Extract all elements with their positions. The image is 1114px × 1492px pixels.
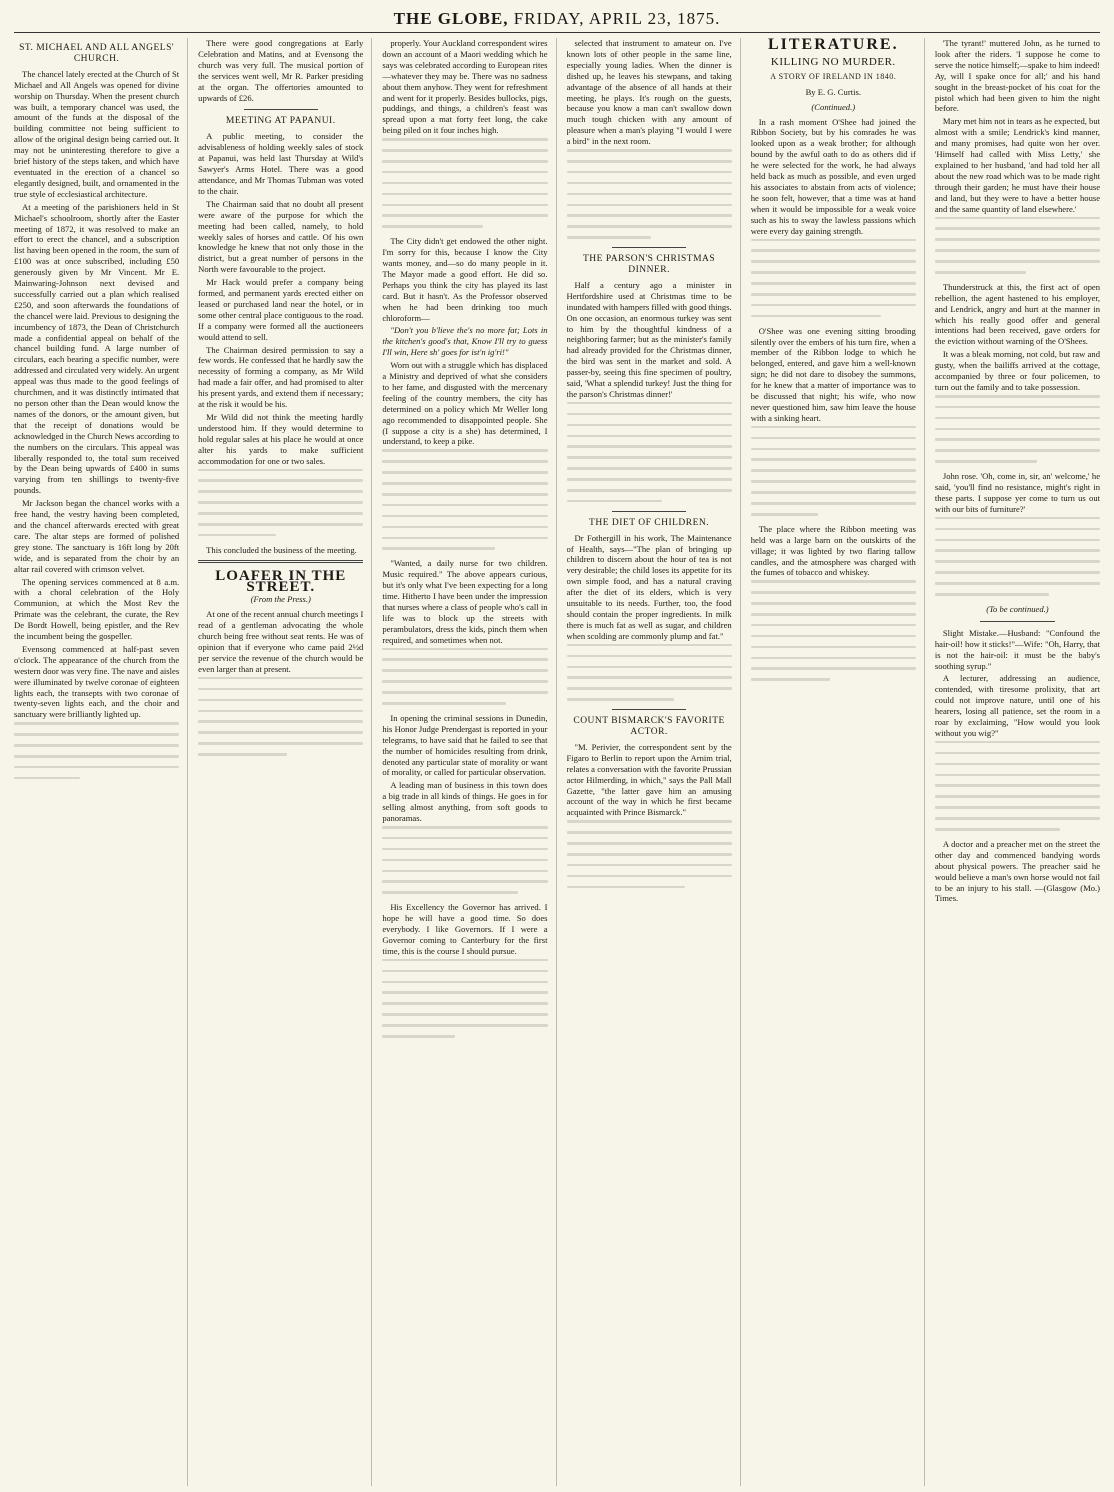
text-line <box>935 774 1100 777</box>
text-line <box>567 500 663 503</box>
masthead-rule <box>14 32 1100 33</box>
text-line <box>751 271 916 274</box>
issue-date: FRIDAY, APRIL 23, 1875. <box>513 9 721 28</box>
text-line <box>14 755 179 758</box>
text-line <box>14 766 179 769</box>
article-source: (From the Press.) <box>250 594 311 605</box>
text-line <box>198 731 363 734</box>
text-line <box>935 449 1100 452</box>
text-line <box>935 741 1100 744</box>
text-line <box>935 260 1100 263</box>
column-5 <box>751 38 925 1486</box>
continued-text <box>567 820 732 888</box>
text-line <box>751 491 916 494</box>
text-line <box>935 249 1100 252</box>
text-line <box>935 406 1100 409</box>
continued-text <box>14 722 179 779</box>
text-line <box>382 691 547 694</box>
paragraph: Mr Jackson began the chancel works with a free hand, the vestry having been completed, and the chancel afterwards erected with great care. The altar steps are formed of polished grey stone. The sanctuary is 16ft long by 20ft wide, and is separated from the choir by an altar rail covered with crimson velvet. <box>14 498 180 574</box>
text-line <box>382 493 547 496</box>
text-line <box>567 655 732 658</box>
story-continued-label: (Continued.) <box>811 101 856 112</box>
text-line <box>382 702 506 705</box>
text-line <box>382 482 547 485</box>
text-line <box>751 458 916 461</box>
text-line <box>751 513 819 516</box>
text-line <box>935 539 1100 542</box>
text-line <box>935 560 1100 563</box>
text-line <box>751 249 916 252</box>
text-line <box>935 828 1061 831</box>
text-line <box>567 676 732 679</box>
paragraph: "M. Perivier, the correspondent sent by the Figaro to Berlin to report upon the Arnim trial, relates a conversation with the favorite Prussian actor Hilmerding, in which," says the Pall Mall Gazette, "the latter gave him an amusing account of the way in which he first became acquainted with Prince Bismarck." <box>566 741 732 818</box>
text-line <box>751 602 916 605</box>
text-line <box>751 315 881 318</box>
paragraph: Thunderstruck at this, the first act of open rebellion, the agent hastened to his employer, and Lendrick, angry and hurt at the manner in which his really good offer and general intentions had been received, gave orders for the eviction without warning of the O'Shees. <box>934 281 1101 347</box>
story-title: KILLING NO MURDER. <box>770 55 896 68</box>
article-columns <box>14 38 1100 1486</box>
text-line <box>382 515 547 518</box>
continued-text <box>382 449 547 550</box>
text-line <box>198 677 363 680</box>
paragraph: Mary met him not in tears as he expected, but almost with a smile; Lendrick's kind manner, and many promises, had quite won her over. 'Himself had called with Miss Letty,' she explained to her husband, 'and had told her all about the new road which was to be made right through their garden; he must have their house and land, but they were to have a better house and the same quantity of land elsewhere.' <box>934 116 1101 214</box>
text-line <box>198 710 363 713</box>
paragraph: At one of the recent annual church meetings I read of a gentleman advocating the whole church being free without seat rents. He was of opinion that if everyone who came paid 2½d per service the revenue of the church would be even larger than at present. <box>198 609 364 674</box>
text-line <box>567 886 686 889</box>
text-line <box>567 160 732 163</box>
continued-text <box>751 580 916 681</box>
paragraph: In a rash moment O'Shee had joined the Ribbon Society, but by his comrades he was looked upon as a weak brother; for although bound by the awful oath to do as others did if he were selected for the work, he had always held back as much as possible, and even urged his associates to abstain from acts of violence; he soon felt, however, that a time was at hand when it would be impossible for a weak voice such as his to sway the lawless passions which were every day gaining strength. <box>750 116 916 236</box>
paragraph: Worn out with a struggle which has displaced a Ministry and deprived of what she considers to her fame, and disgusted with the mercenary feeling of the country members, the city has determined on a policy which Mr Weller long ago recommended to disappointed people. She (I suppose a city is a she) has determined, I understand, to keep a pike. <box>382 360 548 447</box>
text-line <box>751 437 916 440</box>
text-line <box>567 456 732 459</box>
section-divider <box>612 247 686 248</box>
text-line <box>382 837 547 840</box>
continued-text <box>935 217 1100 274</box>
text-line <box>935 271 1026 274</box>
continued-text <box>382 138 547 228</box>
article-heading-bismarck: COUNT BISMARCK'S FAVORITE ACTOR. <box>573 716 725 737</box>
text-line <box>198 688 363 691</box>
text-line <box>935 795 1100 798</box>
text-line <box>382 214 547 217</box>
text-line <box>567 644 732 647</box>
text-line <box>751 591 916 594</box>
text-line <box>567 182 732 185</box>
text-line <box>567 687 732 690</box>
text-line <box>751 502 916 505</box>
text-line <box>382 880 547 883</box>
paragraph: Half a century ago a minister in Hertfordshire used at Christmas time to be inundated with hampers filled with good things. On one occasion, an enormous turkey was sent to him by the thoughtful kindness of a neighboring farmer; but as the minister's family had already provided for the Christmas dinner, the bird was sent in the market and sold. A passer-by, seeing this fine specimen of poultry, said, 'What a splendid turkey! Just the thing for the parson's Christmas dinner!' <box>566 279 732 399</box>
text-line <box>567 149 732 152</box>
paragraph: The opening services commenced at 8 a.m. with a choral celebration of the Holy Communion, at which the Most Rev the Primate was the celebrant, the curate, the Rev De Bordt Howell, being epistler, and the Rev the incumbent being the gospeller. <box>14 576 180 642</box>
continued-text <box>567 644 732 701</box>
text-line <box>567 445 732 448</box>
text-line <box>567 402 732 405</box>
text-line <box>198 753 287 756</box>
text-line <box>751 678 830 681</box>
text-line <box>751 293 916 296</box>
masthead <box>14 6 1100 32</box>
text-line <box>382 149 547 152</box>
text-line <box>198 534 276 537</box>
continued-text <box>567 402 732 503</box>
text-line <box>751 260 916 263</box>
text-line <box>382 504 547 507</box>
paragraph: 'The tyrant!' muttered John, as he turned to look after the riders. 'I suppose he come to serve the notice himself;—spake to him indeed! Ay, will I spake once for all;' and his hand sought in the breast-pocket of his coat for the pistol which had been given to him the night before. <box>934 38 1101 114</box>
text-line <box>935 217 1100 220</box>
text-line <box>382 658 547 661</box>
text-line <box>751 282 916 285</box>
text-line <box>382 991 547 994</box>
continued-text <box>198 469 363 537</box>
text-line <box>751 657 916 660</box>
text-line <box>935 593 1049 596</box>
text-line <box>382 680 547 683</box>
paper-name: THE GLOBE, <box>393 9 509 28</box>
paragraph: A leading man of business in this town does a big trade in all kinds of things. He goes in for selling almost anything, from soft goods to panoramas. <box>382 780 548 824</box>
text-line <box>935 517 1100 520</box>
paragraph: His Excellency the Governor has arrived. I hope he will have a good time. So does everybody. I like Governors. If I were a Governor coming to Canterbury for the first time, this is the course I should pursue. <box>382 902 548 956</box>
text-line <box>751 469 916 472</box>
continued-text <box>382 648 547 705</box>
text-line <box>382 471 547 474</box>
text-line <box>567 171 732 174</box>
text-line <box>567 435 732 438</box>
text-line <box>567 413 732 416</box>
text-line <box>567 831 732 834</box>
text-line <box>198 490 363 493</box>
text-line <box>382 669 547 672</box>
continued-text <box>567 149 732 239</box>
article-heading-loafer: LOAFER IN THE STREET. <box>215 567 347 595</box>
continued-text <box>751 239 916 318</box>
text-line <box>751 624 916 627</box>
text-line <box>382 981 547 984</box>
text-line <box>382 160 547 163</box>
text-line <box>382 449 547 452</box>
column-2 <box>198 38 372 1486</box>
paragraph: Slight Mistake.—Husband: "Confound the hair-oil! how it sticks!"—Wife: "Oh, Harry, that is not the hair-oil: it must be the baby's soothing syrup." <box>934 627 1101 671</box>
text-line <box>567 236 651 239</box>
text-line <box>751 426 916 429</box>
continued-text <box>935 517 1100 596</box>
text-line <box>382 460 547 463</box>
paragraph: Mr Wild did not think the meeting hardly understood him. If they would determine to hold regular sales at his place he would at once alter his yards to make sufficient accommodation for one or two sales. <box>198 412 364 466</box>
article-heading-papanui: MEETING AT PAPANUI. <box>225 116 336 127</box>
text-line <box>198 523 363 526</box>
text-line <box>382 891 517 894</box>
text-line <box>198 501 363 504</box>
paragraph: The Chairman said that no doubt all present were aware of the purpose for which the meeting had been called, namely, to hold weekly sales of horses and cattle. Of his own knowledge he knew that not only those in the district, but a great number of persons in the North were favourable to the project. <box>198 198 364 275</box>
text-line <box>935 806 1100 809</box>
paragraph: The City didn't get endowed the other night. I'm sorry for this, because I know the City wants money, and—so do many people in it. The Mayor made a good effort. He did so. Perhaps you think the city has played its last card. But it hasn't. As the Professor observed when he had been drinking too much chloroform— <box>382 236 548 323</box>
section-divider <box>612 511 686 512</box>
text-line <box>382 225 483 228</box>
text-line <box>567 875 732 878</box>
text-line <box>935 582 1100 585</box>
paragraph: A public meeting, to consider the advisableness of holding weekly sales of stock at Papanui, was held last Thursday at Wild's Sawyer's Arms Hotel. There was a good attendance, and Mr Thomas Tubman was voted to the chair. <box>198 131 364 196</box>
text-line <box>382 870 547 873</box>
text-line <box>935 227 1100 230</box>
text-line <box>382 1013 547 1016</box>
text-line <box>382 526 547 529</box>
paragraph: "Wanted, a daily nurse for two children. Music required." The above appears curious, but it's only what I've been expecting for a long time. Hitherto I have been under the impression that nurses where a class of people who's call in life was to block up the streets with perambulators, dress the kids, pinch them when required, and sometimes when not. <box>382 558 548 645</box>
text-line <box>751 635 916 638</box>
paragraph: A lecturer, addressing an audience, contended, with tiresome prolixity, that art could not improve nature, until one of his hearers, losing all patience, set the room in a roar by exclaiming, "How would you look without you wig?" <box>934 673 1101 738</box>
section-heading-literature: LITERATURE. <box>767 38 899 53</box>
text-line <box>751 613 916 616</box>
text-line <box>382 138 547 141</box>
text-line <box>935 438 1100 441</box>
continued-text <box>198 677 363 756</box>
paragraph: Dr Fothergill in his work, The Maintenance of Health, says—"The plan of bringing up children to discern about the hour of tea is not very desirable; the child loses its appetite for its own simple food, and has a natural craving after the diet of its elders, which is very unsuitable to its needs. Further, too, the food should contain the proper ingredients. In milk there is much fat as well as sugar, and children when scolding are commonly plump and fat." <box>566 532 732 641</box>
text-line <box>382 648 547 651</box>
text-line <box>382 204 547 207</box>
verse: "Don't you b'lieve the's no more fat; Lots in the kitchen's good's that, Know I'll try to guess I'll win, Here sh' goes for ist'n ig'ri!" <box>382 325 548 358</box>
text-line <box>567 193 732 196</box>
paragraph: selected that instrument to amateur on. I've known lots of other people in the same line, especially young ladies. When the dinner is dished up, he leaves his stewpans, and taking advantage of the absence of all hands at their meeting, he plays. It's rough on the guests, because you know a man can't swallow down much tough chicken with any amount of pleasure when a man's playing "I would I were a bird" in the next room. <box>566 38 732 147</box>
text-line <box>14 777 80 780</box>
text-line <box>935 817 1100 820</box>
text-line <box>382 547 494 550</box>
paragraph: O'Shee was one evening sitting brooding silently over the embers of his turn fire, when a member of the Ribbon lodge to which he belonged, entered, and gave him a well-known sign; he did not dare to disobey the summons, for he knew that a matter of importance was to be discussed that night; his wife, who now never questioned him, saw him leave the house with a sinking heart. <box>750 325 916 423</box>
text-line <box>567 853 732 856</box>
column-3 <box>382 38 556 1486</box>
section-divider <box>244 109 318 110</box>
text-line <box>382 171 547 174</box>
text-line <box>935 460 1037 463</box>
text-line <box>14 733 179 736</box>
text-line <box>935 752 1100 755</box>
text-line <box>382 959 547 962</box>
text-line <box>198 699 363 702</box>
section-divider <box>612 709 686 710</box>
paragraph: At a meeting of the parishioners held in St Michael's schoolroom, shortly after the Easter meeting of 1872, it was resolved to make an effort to erect the chancel, and a subscription list having been opened in the room, the sum of £100 was at once subscribed, including £50 generously given by Mr Vincent. Mr E. Mainwaring-Johnson next devised and successfully carried out a plan which realised £250, and soon afterwards the foundations of the chancel were laid. Previous to designing the incumbency of 1873, the Dean of Christchurch made a confidential appeal on behalf of the chancel building fund. A large number of circulars, each bearing a specific number, were addressed and circulated very widely. An urgent appeal was thus made to the good feelings of churchmen, and it was distinctly intimated that no person other than the Dean would know the names of the donors, or the amount given, but that the receipt of donations would be acknowledged in the Church News according to the numbers on the circulars. This appeal was liberally responded to, the total sum received by the Dean being upwards of £400 in sums varying from ten shillings to twenty-five pounds. <box>14 201 180 496</box>
paragraph: The Chairman desired permission to say a few words. He confessed that he hardly saw the necessity of forming a company, as Mr Wild had made a fair offer, and had promised to alter his present yards, and extend them if necessary; at the risk it would be his. <box>198 344 364 410</box>
paragraph: There were good congregations at Early Celebration and Matins, and at Evensong the church was very full. The musical portion of the services went well, Mr R. Parker presiding at the organ. The offertories amounted to upwards of £26. <box>198 38 364 103</box>
paragraph: In opening the criminal sessions in Dunedin, his Honor Judge Prendergast is reported in your telegrams, to have said that he failed to see that the number of homicides resulting from drink, denoted any particular state of morality or want of morality, or called for particular observation. <box>382 712 548 778</box>
continued-text <box>935 741 1100 831</box>
text-line <box>935 763 1100 766</box>
article-heading-parson: THE PARSON'S CHRISTMAS DINNER. <box>583 254 716 275</box>
text-line <box>751 239 916 242</box>
story-byline: By E. G. Curtis. <box>805 86 861 97</box>
text-line <box>567 820 732 823</box>
text-line <box>567 478 732 481</box>
text-line <box>567 698 674 701</box>
text-line <box>198 512 363 515</box>
article-heading-diet: THE DIET OF CHILDREN. <box>589 517 710 528</box>
text-line <box>751 304 916 307</box>
text-line <box>935 549 1100 552</box>
text-line <box>935 395 1100 398</box>
text-line <box>567 864 732 867</box>
paragraph: It was a bleak morning, not cold, but raw and gusty, when the bailiffs arrived at the cottage, accompanied by three or four policemen, to turn out the family and to take possession. <box>934 349 1101 392</box>
paragraph: The place where the Ribbon meeting was held was a large barn on the outskirts of the village; it was lighted by two flaring tallow candles, and the atmosphere was charged with the fumes of tobacco and whiskey. <box>750 523 916 578</box>
column-4 <box>567 38 741 1486</box>
text-line <box>567 204 732 207</box>
text-line <box>382 182 547 185</box>
paragraph: This concluded the business of the meeting. <box>206 544 357 555</box>
text-line <box>382 848 547 851</box>
text-line <box>567 424 732 427</box>
text-line <box>198 469 363 472</box>
text-line <box>382 1002 547 1005</box>
paragraph: The chancel lately erected at the Church of St Michael and All Angels was opened for divine worship on Thursday. When the present church was built, a temporary chancel was used, the amount of the funds at the disposal of the building committee not being sufficient to allow of the original design being carried out. It may not be uninteresting therefore to give a brief history of the steps taken, and which have eventuated in the erection of a chancel so elegantly designed, built, and ornamented in the true style of ecclesiastical architecture. <box>14 68 180 199</box>
text-line <box>567 214 732 217</box>
text-line <box>14 722 179 725</box>
text-line <box>751 480 916 483</box>
continued-text <box>382 959 547 1038</box>
column-6 <box>935 38 1100 1486</box>
text-line <box>382 193 547 196</box>
text-line <box>567 666 732 669</box>
text-line <box>567 489 732 492</box>
text-line <box>751 667 916 670</box>
text-line <box>567 842 732 845</box>
text-line <box>382 970 547 973</box>
text-line <box>751 580 916 583</box>
text-line <box>382 1035 455 1038</box>
text-line <box>935 528 1100 531</box>
text-line <box>198 720 363 723</box>
text-line <box>567 225 732 228</box>
text-line <box>935 238 1100 241</box>
story-to-be-continued: (To be continued.) <box>986 603 1049 614</box>
text-line <box>751 646 916 649</box>
text-line <box>382 859 547 862</box>
section-divider <box>198 560 363 563</box>
continued-text <box>382 826 547 894</box>
section-divider <box>980 621 1054 622</box>
paragraph: properly. Your Auckland correspondent wires down an account of a Maori wedding which he says was celebrated according to European rites—whatever they may be. There was no sadness about them anyhow. They went for refreshment and went for it properly. Besides bullocks, pigs, puddings, and things, a children's feast was spread upon a mat forty feet long, the cake being piled on it four inches high. <box>382 38 548 136</box>
continued-text <box>935 395 1100 463</box>
text-line <box>935 428 1100 431</box>
paragraph: Mr Hack would prefer a company being formed, and permanent yards erected either on leased or purchased land near the hotel, or in some other central place contiguous to the road. If a company were formed all the auctioneers would attend to sell. <box>198 277 364 342</box>
story-subtitle: A STORY OF IRELAND IN 1840. <box>770 71 897 81</box>
text-line <box>935 784 1100 787</box>
text-line <box>382 826 547 829</box>
text-line <box>14 744 179 747</box>
continued-text <box>751 426 916 516</box>
text-line <box>382 537 547 540</box>
text-line <box>198 479 363 482</box>
paragraph: A doctor and a preacher met on the street the other day and commenced bandying words about physical powers. The preacher said he would believe a man's own horse would not fail to be an injury to his stall. —(Glasgow (Mo.) Times. <box>934 838 1101 904</box>
text-line <box>935 417 1100 420</box>
paragraph: John rose. 'Oh, come in, sir, an' welcome,' he said, 'you'll find no resistance, might's right in these parts. I suppose yer come to turn us out with our bits of furniture?' <box>934 471 1101 514</box>
column-1 <box>14 38 188 1486</box>
article-heading-st-michael: ST. MICHAEL AND ALL ANGELS' CHURCH. <box>19 43 175 64</box>
text-line <box>198 742 363 745</box>
text-line <box>382 1024 547 1027</box>
text-line <box>935 571 1100 574</box>
text-line <box>567 467 732 470</box>
paragraph: Evensong commenced at half-past seven o'clock. The appearance of the church from the western door was very fine. The nave and aisles were illuminated by twelve coronae of eighteen lights each, the transepts with two coronae of twenty-seven lights each, and the choir and sanctuary were brilliantly lighted up. <box>14 643 180 720</box>
text-line <box>751 448 916 451</box>
